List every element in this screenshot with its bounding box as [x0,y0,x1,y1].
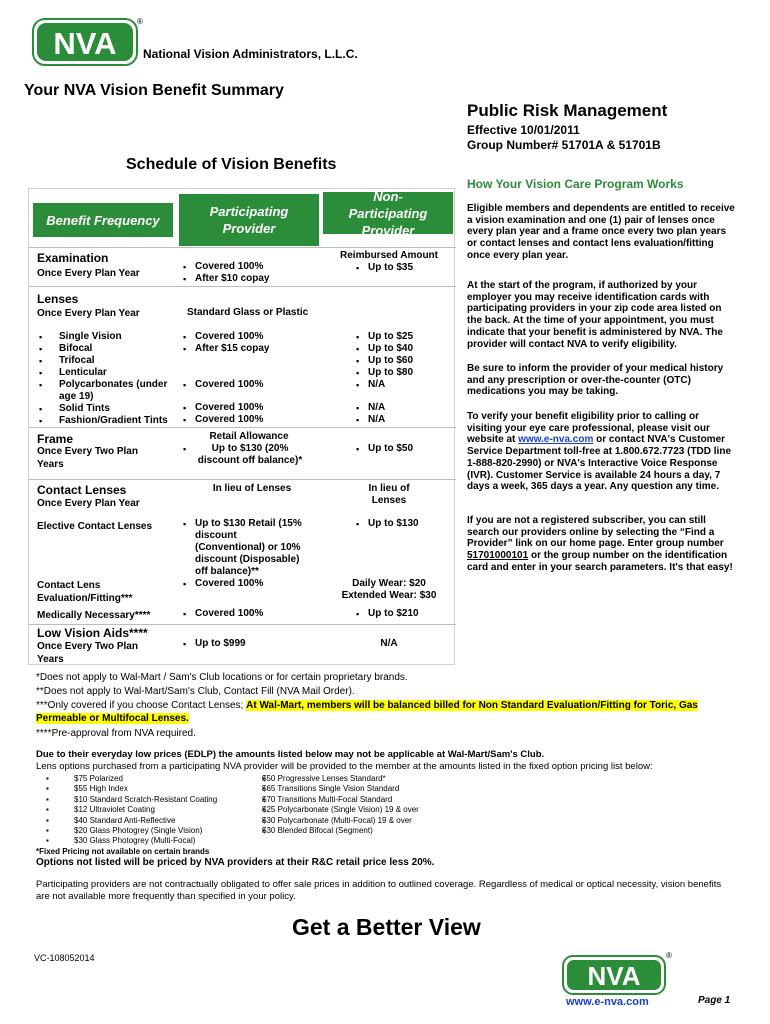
paragraph-medical-history: Be sure to inform the provider of your medical history and any prescription or over-the-counter (OTC) medications you may be taking. [467,363,724,398]
paragraph-id-cards: At the start of the program, if authorized by your employer you may receive identification cards with participating providers in your zip code area listed on the back. At the time of your appointment, you must indicate that your benefit is administered by NVA. The provider will contact NVA to verify eligibility. [467,280,723,350]
footnote-2: **Does not apply to Wal-Mart/Sam's Club, Contact Fill (NVA Mail Order). [36,686,355,697]
low-vision-nonparticipating: N/A [380,638,398,649]
examination-frequency: Once Every Plan Year [37,268,140,279]
document-code: VC-108052014 [34,953,95,963]
how-it-works-title: How Your Vision Care Program Works [467,177,684,191]
contact-fitting-participating: ▪ Covered 100% [181,578,263,590]
registered-mark-footer: ® [666,951,672,960]
lenses-participating-c: ▪ Covered 100% ▪ Covered 100% [181,402,263,426]
lens-options-right: ▪ $50 Progressive Lenses Standard* ▪ $65 Transitions Single Vision Standard ▪ $70 Transitions Multi-Focal Standard ▪ $25 Polycarbonate (Single Vision) 19 & over ▪ $30 Polycarbonate (Multi-Focal) 19 & over ▪ $30 Blended Bifocal (Segment) [252,774,419,836]
fixed-pricing-note: *Fixed Pricing not available on certain brands [36,847,210,856]
paragraph-eligibility: Eligible members and dependents are entitled to receive a vision examination and one (1) pair of lenses once every plan year and a frame once every two plan years or contact lenses and contact lens evaluation/fitting once every plan year. [467,203,735,261]
nva-logo [32,18,138,66]
schedule-title: Schedule of Vision Benefits [126,156,337,173]
options-not-listed-note: Options not listed will be priced by NVA providers at their R&C retail price less 20%. [36,857,435,868]
contacts-frequency: Once Every Plan Year [37,498,140,509]
section-low-vision: Low Vision Aids**** [37,626,148,640]
frame-frequency: Once Every Two Plan Years [37,446,138,470]
group-number: Group Number# 51701A & 51701B [467,138,661,152]
tagline: Get a Better View [292,914,481,940]
lenses-participating-b: ▪ Covered 100% [181,379,263,391]
effective-date: Effective 10/01/2011 [467,123,580,137]
medically-necessary-nonparticipating: ▪ Up to $210 [354,608,419,620]
lenses-participating-a: ▪ Covered 100% ▪ After $15 copay [181,331,269,355]
footnote-3: ***Only covered if you choose Contact Lenses; At Wal-Mart, members will be balanced billed for Non Standard Evaluation/Fitting for Toric, Gas Permeable or Multifocal Lenses. [36,700,698,724]
elective-contacts-nonparticipating: ▪ Up to $130 [354,518,419,530]
lenses-nonparticipating-b: ▪ N/A ▪ N/A [354,402,385,426]
contacts-nonpart-label: In lieu of Lenses [368,483,410,506]
group-number-link[interactable]: 51701000101 [467,550,529,562]
contacts-part-label: In lieu of Lenses [212,483,292,494]
frame-part-label: Retail Allowance [209,431,289,442]
footnote-1: *Does not apply to Wal-Mart / Sam's Club locations or for certain proprietary brands. [36,672,408,683]
section-lenses: Lenses [37,292,79,306]
page-number: Page 1 [698,995,731,1006]
walmart-highlight: At Wal-Mart, members will be balanced billed for Non Standard Evaluation/Fitting for Toric, Gas Permeable or Multifocal Lenses. [36,700,698,724]
contact-fitting-label: Contact Lens Evaluation/Fitting*** [37,580,133,604]
elective-contacts-label: Elective Contact Lenses [37,521,153,532]
lens-types-list: ▪ Single Vision ▪ Bifocal ▪ Trifocal ▪ Lenticular ▪ Polycarbonates (under age 19) ▪ Solid Tints ▪ Fashion/Gradient Tints [37,331,175,427]
section-examination: Examination [37,251,109,265]
nva-logo-footer [562,955,666,995]
company-name: National Vision Administrators, L.L.C. [143,47,358,61]
paragraph-verify-eligibility: To verify your benefit eligibility prior to calling or visiting your eye care professional, please visit our website at www.e-nva.com or contact NVA's Customer Service Department toll-free at 1.800.672.7723 (TDD line 1-888-820-2990) or NVA's Interactive Voice Response (IVR). Customer Service is available 24 hours a day, 7 days a week, 365 days a year. Any question any time. [467,411,732,493]
lenses-part-label: Standard Glass or Plastic [187,307,309,318]
medically-necessary-participating: ▪ Covered 100% [181,608,263,620]
organization-name: Public Risk Management [467,101,668,120]
participating-providers-note: Participating providers are not contractually obligated to offer sale prices in addition to outlined coverage. Regardless of medical or optical necessity, vision benefits are not available more frequently than specified in your policy. [36,879,722,902]
footnote-4: ****Pre-approval from NVA required. [36,728,196,739]
examination-nonparticipating: ▪ Up to $35 [354,262,413,274]
medically-necessary-label: Medically Necessary**** [37,610,151,621]
low-vision-frequency: Once Every Two Plan Years [37,641,138,665]
section-frame: Frame [37,432,74,446]
website-link[interactable]: www.e-nva.com [518,434,594,446]
edlp-note: Due to their everyday low prices (EDLP) the amounts listed below may not be applicable at Wal-Mart/Sam's Club. [36,749,545,760]
examination-nonpart-label: Reimbursed Amount [340,250,438,261]
section-contact-lenses: Contact Lenses [37,483,127,497]
header-benefit-frequency: Benefit Frequency [33,203,173,237]
frame-participating: ▪ Up to $130 (20% discount off balance)* [181,443,305,467]
frame-nonparticipating: ▪ Up to $50 [354,443,413,455]
elective-contacts-participating: ▪ Up to $130 Retail (15% discount (Conventional) or 10% discount (Disposable) off balance)** [181,518,309,578]
header-participating: Participating Provider [179,194,319,246]
lens-options-note: Lens options purchased from a participating NVA provider will be provided to the member at the amounts listed in the fixed option pricing list below: [36,761,653,772]
header-non-participating: Non-Participating Provider [323,192,453,234]
lenses-nonparticipating-a: ▪ Up to $25 ▪ Up to $40 ▪ Up to $60 ▪ Up to $80 ▪ N/A [354,331,413,391]
lenses-frequency: Once Every Plan Year [37,308,140,319]
examination-participating: ▪ Covered 100% ▪ After $10 copay [181,261,269,285]
svg-text:NVA: NVA [53,26,117,61]
registered-mark: ® [137,17,143,26]
low-vision-participating: ▪ Up to $999 [181,638,246,650]
lens-options-left: ▪ $75 Polarized ▪ $55 High Index ▪ $10 Standard Scratch-Resistant Coating ▪ $12 Ultraviolet Coating ▪ $40 Standard Anti-Reflective ▪ $20 Glass Photogrey (Single Vision) ▪ $30 Glass Photogrey (Multi-Focal) [36,774,217,847]
paragraph-find-provider: If you are not a registered subscriber, you can still search our providers online by selecting the “Find a Provider” link on our home page. Enter group number 51701000101 or the group number on the identification card and enter in your search parameters. It's that easy! [467,515,733,573]
benefits-table [28,188,455,665]
page-title: Your NVA Vision Benefit Summary [24,82,284,99]
svg-text:NVA: NVA [587,961,641,991]
footer-website-link[interactable]: www.e-nva.com [566,996,649,1008]
contact-fitting-nonparticipating: Daily Wear: $20 Extended Wear: $30 [341,578,437,601]
